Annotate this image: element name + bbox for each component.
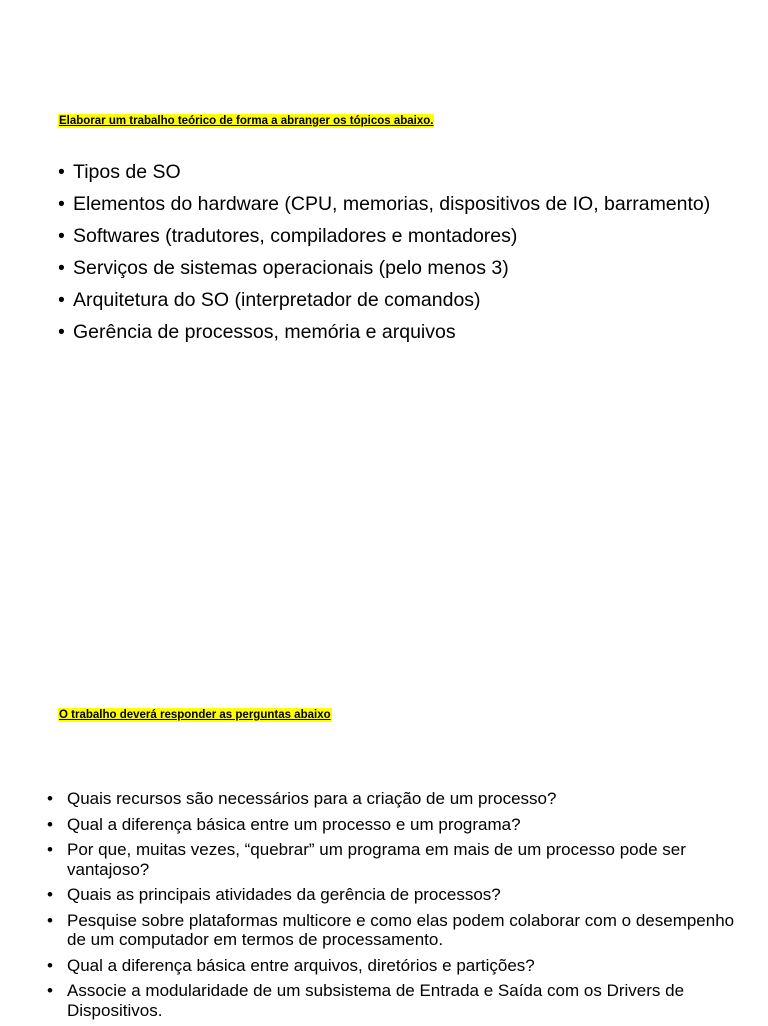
list-item [58,320,738,344]
list-item-text: Pesquise sobre plataformas multicore e como elas podem colaborar com o desempenho de um computador em termos de processamento. [67,910,735,949]
list-item-text: Gerência de processos, memória e arquivos [73,321,456,343]
bullet-icon: • [47,910,53,930]
bullet-icon: • [47,789,53,808]
list-item [58,160,738,184]
list-item [47,911,757,950]
list-item-text: Elementos do hardware (CPU, memorias, dispositivos de IO, barramento) [73,193,711,215]
list-item-text: Arquitetura do SO (interpretador de comandos) [73,289,481,311]
list-item-text: Serviços de sistemas operacionais (pelo menos 3) [73,257,509,279]
list-item [47,981,757,1020]
list-item [47,840,757,879]
bullet-icon: • [47,840,53,859]
bullet-icon: • [58,193,65,215]
list-item-text: Qual a diferença básica entre arquivos, diretórios e partições? [67,955,535,975]
list-item [47,956,757,976]
bullet-icon: • [47,885,53,904]
list-item [47,885,757,905]
questions-list [47,789,757,1026]
bullet-icon: • [47,955,53,975]
section-1-heading: Elaborar um trabalho teórico de forma a abranger os tópicos abaixo. [59,115,434,127]
bullet-icon: • [58,225,65,247]
list-item-text: Quais as principais atividades da gerência de processos? [67,885,501,904]
list-item [47,789,757,809]
list-item-text: Quais recursos são necessários para a criação de um processo? [67,789,557,808]
list-item-text: Qual a diferença básica entre um processo e um programa? [67,814,521,834]
bullet-icon: • [58,321,65,343]
list-item-text: Softwares (tradutores, compiladores e montadores) [73,225,518,247]
list-item [58,288,738,312]
bullet-icon: • [58,161,65,183]
bullet-icon: • [58,257,65,279]
topics-list [58,160,738,352]
bullet-icon: • [47,981,53,1000]
list-item-text: Por que, muitas vezes, “quebrar” um programa em mais de um processo pode ser vantajoso? [67,840,686,879]
bullet-icon: • [58,289,65,311]
list-item [58,256,738,280]
list-item-text: Tipos de SO [73,161,181,183]
section-2-heading: O trabalho deverá responder as perguntas abaixo [59,709,331,721]
list-item [58,224,738,248]
bullet-icon: • [47,814,53,834]
list-item-text: Associe a modularidade de um subsistema de Entrada e Saída com os Drivers de Dispositivos. [67,981,685,1020]
list-item [47,815,757,835]
list-item [58,192,738,216]
